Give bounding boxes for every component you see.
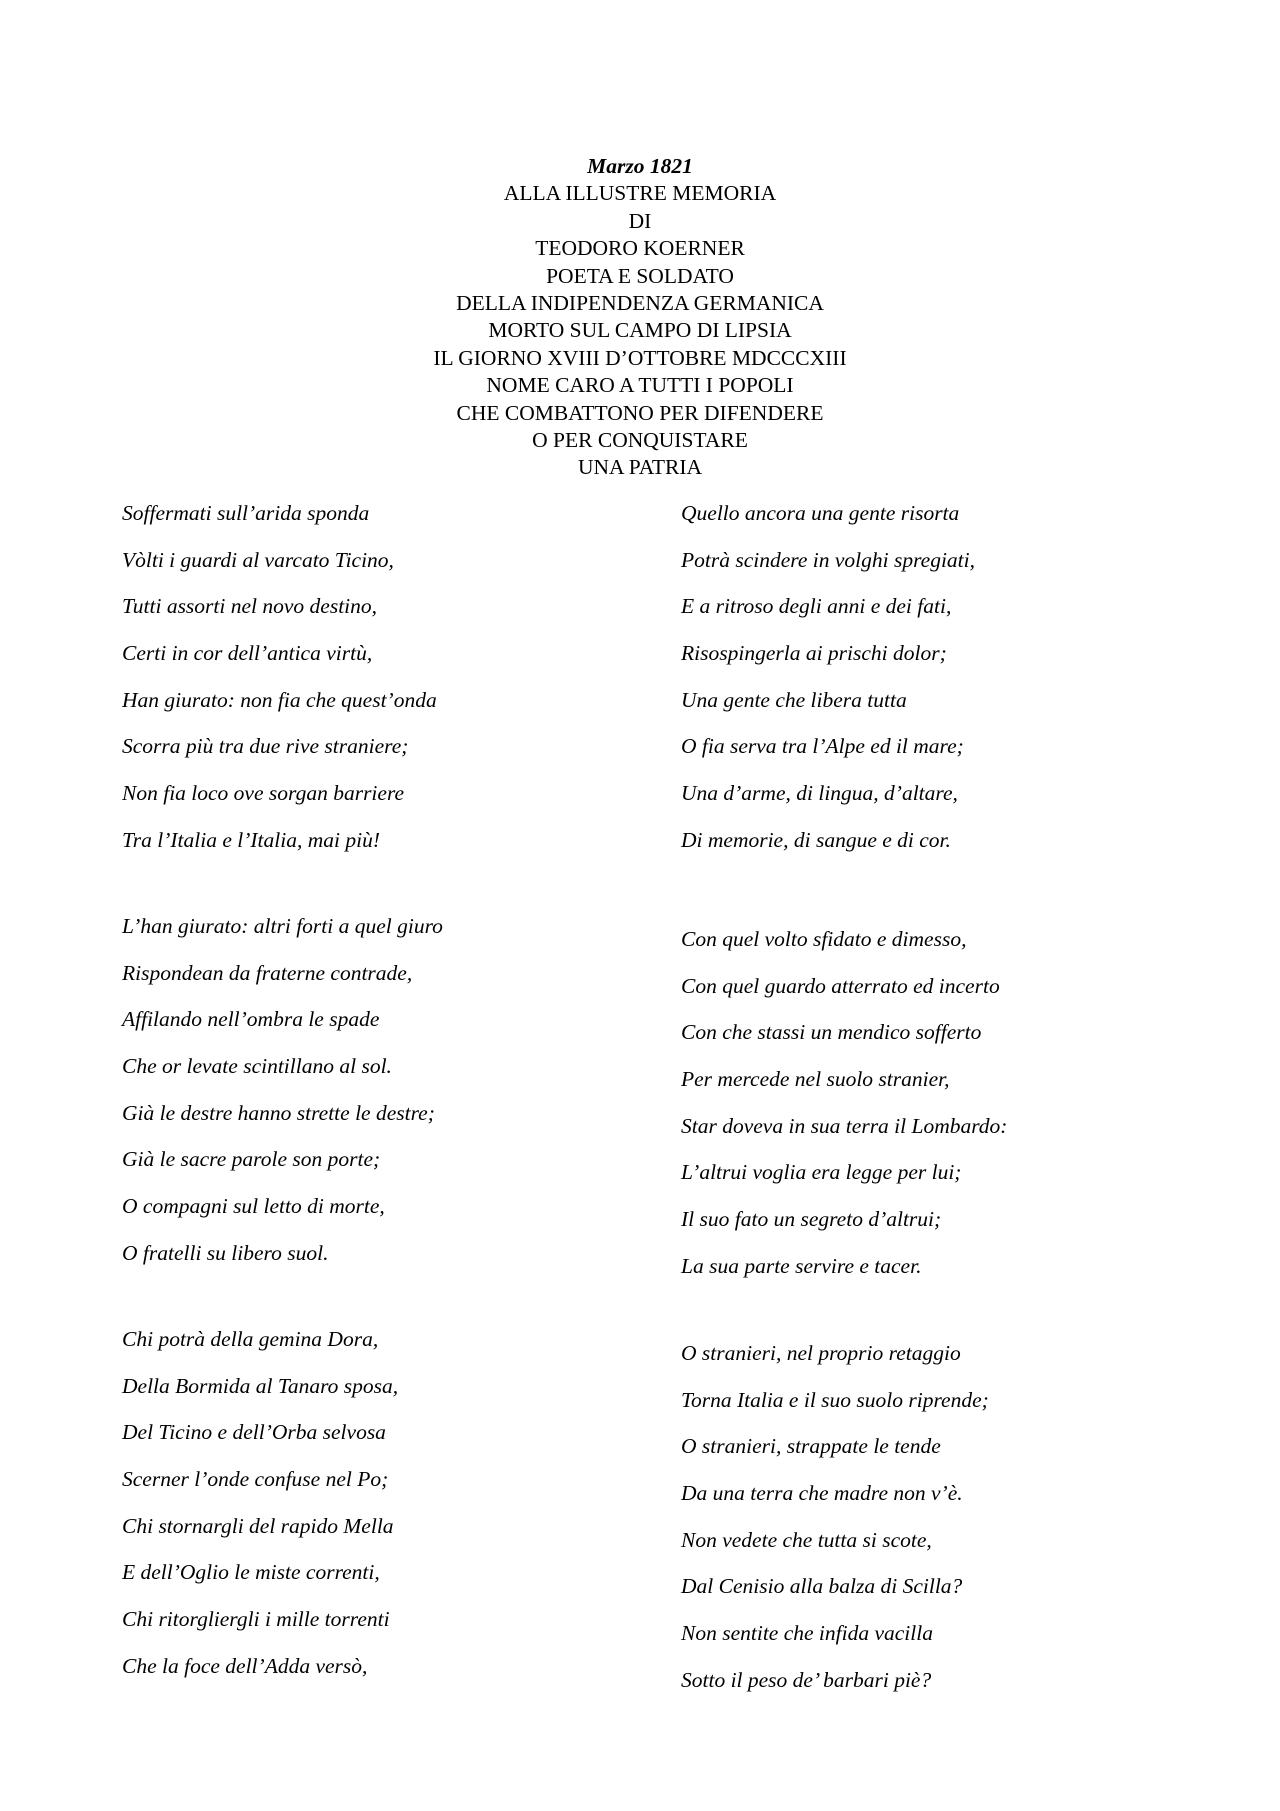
stanza-left-2: [122, 913, 662, 1287]
dedication-line: CHE COMBATTONO PER DIFENDERE: [456, 400, 824, 425]
verse-line: E a ritroso degli anni e dei fati,: [681, 594, 952, 619]
verse-line: O compagni sul letto di morte,: [122, 1194, 385, 1219]
verse-line: O fratelli su libero suol.: [122, 1240, 329, 1265]
verse-line: Con quel volto sfidato e dimesso,: [681, 927, 967, 951]
verse-line: Chi ritorgliergli i mille torrenti: [122, 1607, 390, 1632]
stanza-right-2: [681, 926, 1221, 1300]
verse-line: Soffermati sull’arida sponda: [122, 501, 370, 525]
verse-line: Con quel guardo atterrato ed incerto: [681, 973, 1000, 998]
verse-line: Una gente che libera tutta: [681, 687, 907, 712]
verse-line: Già le destre hanno strette le destre;: [122, 1100, 435, 1125]
verse-line: Scorra più tra due rive straniere;: [122, 734, 409, 759]
verse-line: Chi potrà della gemina Dora,: [122, 1327, 379, 1351]
verse-line: Del Ticino e dell’Orba selvosa: [122, 1420, 386, 1445]
verse-line: Sotto il peso de’ barbari piè?: [681, 1667, 932, 1692]
verse-line: Tra l’Italia e l’Italia, mai più!: [122, 827, 380, 852]
verse-line: Tutti assorti nel novo destino,: [122, 594, 378, 619]
verse-line: Per mercede nel suolo stranier,: [681, 1067, 950, 1092]
verse-line: Certi in cor dell’antica virtù,: [122, 641, 373, 666]
verse-line: Di memorie, di sangue e di cor.: [681, 827, 951, 852]
poem-title: Marzo 1821: [587, 154, 693, 178]
verse-line: Scerner l’onde confuse nel Po;: [122, 1467, 389, 1492]
poem-header: [0, 153, 1280, 482]
verse-line: Con che stassi un mendico sofferto: [681, 1020, 982, 1045]
verse-line: O stranieri, nel proprio retaggio: [681, 1341, 961, 1365]
verse-line: Già le sacre parole son porte;: [122, 1147, 381, 1172]
dedication-line: DI: [628, 208, 652, 233]
verse-line: Han giurato: non fia che quest’onda: [122, 687, 437, 712]
verse-line: Una d’arme, di lingua, d’altare,: [681, 781, 958, 806]
verse-line: Non fia loco ove sorgan barriere: [122, 781, 405, 806]
stanza-left-3: [122, 1326, 662, 1700]
verse-line: Risospingerla ai prischi dolor;: [681, 641, 947, 666]
dedication-line: MORTO SUL CAMPO DI LIPSIA: [488, 318, 792, 343]
dedication-line: UNA PATRIA: [577, 455, 703, 480]
verse-line: Il suo fato un segreto d’altrui;: [681, 1207, 942, 1232]
verse-line: Che la foce dell’Adda versò,: [122, 1653, 368, 1678]
verse-line: Della Bormida al Tanaro sposa,: [122, 1373, 399, 1398]
verse-line: Chi stornargli del rapido Mella: [122, 1513, 394, 1538]
dedication-line: DELLA INDIPENDENZA GERMANICA: [456, 291, 824, 316]
verse-line: La sua parte servire e tacer.: [681, 1253, 922, 1278]
verse-line: Non vedete che tutta si scote,: [681, 1527, 932, 1552]
verse-line: Vòlti i guardi al varcato Ticino,: [122, 547, 394, 572]
stanza-right-3: [681, 1340, 1221, 1714]
stanza-left-1: [122, 500, 662, 874]
verse-line: L’han giurato: altri forti a quel giuro: [122, 914, 443, 938]
verse-line: Rispondean da fraterne contrade,: [122, 960, 413, 985]
verse-line: Che or levate scintillano al sol.: [122, 1054, 392, 1079]
verse-line: Potrà scindere in volghi spregiati,: [681, 547, 975, 572]
verse-line: O fia serva tra l’Alpe ed il mare;: [681, 734, 964, 759]
verse-line: Star doveva in sua terra il Lombardo:: [681, 1113, 1008, 1138]
verse-line: Dal Cenisio alla balza di Scilla?: [681, 1574, 963, 1599]
dedication-line: ALLA ILLUSTRE MEMORIA: [503, 181, 777, 206]
verse-line: Non sentite che infida vacilla: [681, 1621, 933, 1646]
dedication-line: TEODORO KOERNER: [535, 236, 745, 261]
dedication-line: POETA E SOLDATO: [546, 263, 734, 288]
verse-line: Torna Italia e il suo suolo riprende;: [681, 1387, 989, 1412]
verse-line: Quello ancora una gente risorta: [681, 501, 960, 525]
dedication-line: O PER CONQUISTARE: [532, 428, 748, 453]
verse-line: E dell’Oglio le miste correnti,: [122, 1560, 380, 1585]
dedication-line: IL GIORNO XVIII D’OTTOBRE MDCCCXIII: [433, 345, 847, 370]
stanza-right-1: [681, 500, 1221, 874]
verse-line: O stranieri, strappate le tende: [681, 1434, 941, 1459]
verse-line: Affilando nell’ombra le spade: [122, 1007, 380, 1032]
verse-line: L’altrui voglia era legge per lui;: [681, 1160, 962, 1185]
dedication-line: NOME CARO A TUTTI I POPOLI: [486, 373, 794, 398]
verse-line: Da una terra che madre non v’è.: [681, 1481, 963, 1506]
